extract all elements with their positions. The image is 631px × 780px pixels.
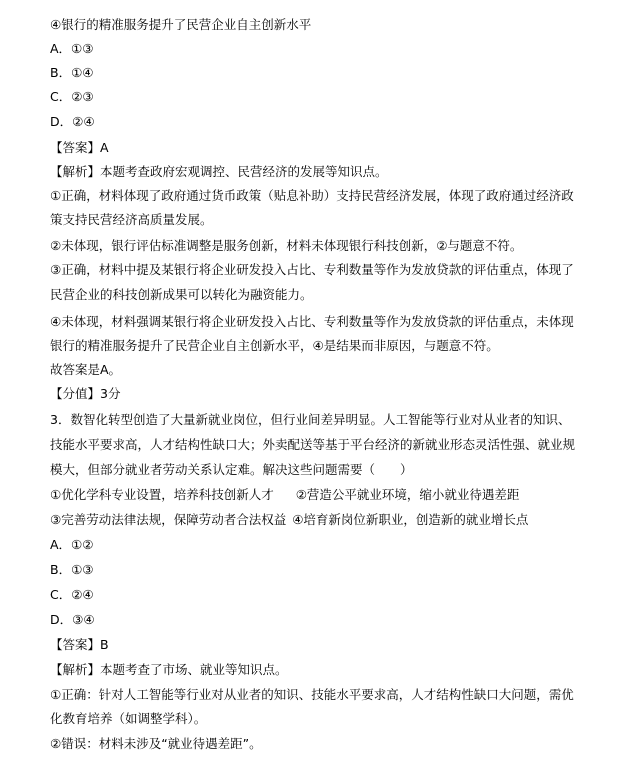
answer-label: 【答案】A (50, 140, 109, 155)
choice-d: D．③④ (50, 612, 95, 627)
statement-1: ①优化学科专业设置，培养科技创新人才 (50, 487, 274, 502)
analysis-line: ①正确，材料体现了政府通过货币政策（贴息补助）支持民营经济发展，体现了政府通过经济政 (50, 188, 574, 203)
analysis-line: ②错误：材料未涉及“就业待遇差距”。 (50, 736, 262, 751)
analysis-line: ②未体现，银行评估标准调整是服务创新，材料未体现银行科技创新，②与题意不符。 (50, 238, 523, 253)
choice-c: C．②③ (50, 89, 94, 104)
option-4-line: ④银行的精准服务提升了民营企业自主创新水平 (50, 17, 312, 32)
statement-4: ④培育新岗位新职业，创造新的就业增长点 (292, 512, 529, 527)
question-stem-line: 技能水平要求高，人才结构性缺口大；外卖配送等基于平台经济的新就业形态灵活性强、就业规 (50, 437, 576, 452)
statement-2: ②营造公平就业环境，缩小就业待遇差距 (295, 487, 520, 502)
question-stem-line: 模大，但部分就业者劳动关系认定难。解决这些问题需要（ ） (50, 462, 413, 477)
choice-b: B．①③ (50, 562, 94, 577)
analysis-intro: 【解析】本题考查政府宏观调控、民营经济的发展等知识点。 (50, 164, 388, 179)
choice-b: B．①④ (50, 65, 94, 80)
answer-label: 【答案】B (50, 637, 109, 652)
analysis-intro: 【解析】本题考查了市场、就业等知识点。 (50, 662, 288, 677)
analysis-line: ①正确：针对人工智能等行业对从业者的知识、技能水平要求高，人才结构性缺口大问题，需优 (50, 687, 574, 702)
statement-row (50, 486, 519, 504)
score-label: 【分值】3分 (50, 386, 121, 401)
conclusion-line: 故答案是A。 (50, 362, 122, 377)
statement-3: ③完善劳动法律法规，保障劳动者合法权益 (50, 512, 287, 527)
analysis-line: 民营企业的科技创新成果可以转化为融资能力。 (50, 287, 313, 302)
analysis-line: ③正确，材料中提及某银行将企业研发投入占比、专利数量等作为发放贷款的评估重点，体现了 (50, 262, 574, 277)
analysis-line: 银行的精准服务提升了民营企业自主创新水平，④是结果而非原因，与题意不符。 (50, 338, 499, 353)
analysis-line: ④未体现，材料强调某银行将企业研发投入占比、专利数量等作为发放贷款的评估重点，未体现 (50, 314, 574, 329)
choice-a: A．①② (50, 537, 94, 552)
choice-d: D．②④ (50, 114, 95, 129)
choice-c: C．②④ (50, 587, 94, 602)
analysis-line: 化教育培养（如调整学科）。 (50, 711, 207, 726)
statement-row (50, 511, 528, 529)
question-stem-line: 3．数智化转型创造了大量新就业岗位，但行业间差异明显。人工智能等行业对从业者的知识、 (50, 412, 571, 427)
choice-a: A．①③ (50, 41, 94, 56)
analysis-line: 策支持民营经济高质量发展。 (50, 212, 213, 227)
